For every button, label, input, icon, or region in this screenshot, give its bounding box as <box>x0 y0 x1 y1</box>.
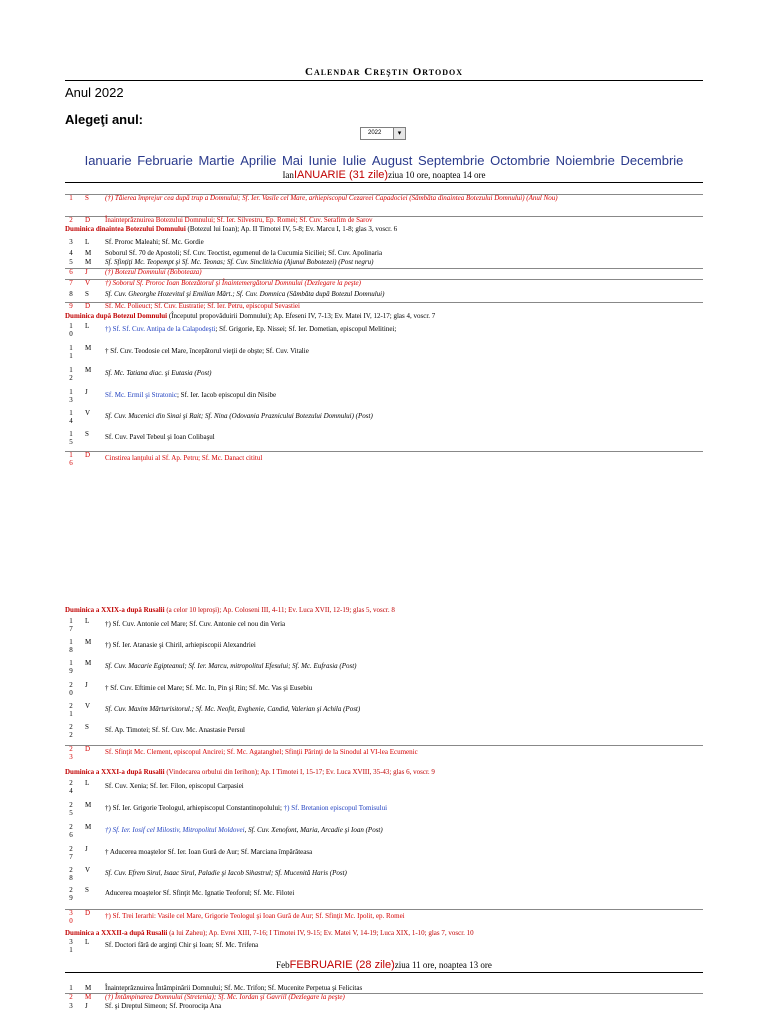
feast-primary: (†) Întâmpinarea Domnului (Stretenia); Sf. Mc. Iordan şi Gavriil (Dezlegare la peşte) <box>105 993 345 1001</box>
feast-text <box>105 412 703 420</box>
feast-text <box>105 848 703 856</box>
feast-primary: Sf. Cuv. Efrem Sirul, Isaac Sirul, Paladie şi Iacob Sihastrul; Sf. Mucenită Haris (Post) <box>105 869 347 877</box>
calendar-day-row <box>65 279 703 287</box>
day-of-week: D <box>85 451 91 459</box>
feast-primary: † Sf. Cuv. Eftimie cel Mare; Sf. Mc. In, Pin şi Rin; Sf. Mc. Vas şi Eusebiu <box>105 684 313 692</box>
day-number: 1 2 <box>69 366 73 382</box>
feast-text <box>105 249 703 257</box>
calendar-day-row <box>65 993 703 1001</box>
month-link[interactable]: August <box>371 153 413 168</box>
feast-primary: †) Sf. Cuv. Antonie cel Mare; Sf. Cuv. Antonie cel nou din Veria <box>105 620 286 628</box>
calendar-day-row <box>65 451 703 467</box>
sunday-title: Duminica a XXXI-a după Rusalii <box>65 768 165 776</box>
month-link[interactable]: Februarie <box>137 153 193 168</box>
feast-text <box>105 662 703 670</box>
month-header-february <box>65 959 703 973</box>
day-number: 1 <box>69 194 73 202</box>
day-of-week: D <box>85 302 91 310</box>
choose-year-label: Alegeţi anul: <box>65 112 144 127</box>
month-name: FEBRUARIE (28 zile) <box>289 959 395 971</box>
day-number: 6 <box>69 268 73 276</box>
day-number: 1 4 <box>69 409 73 425</box>
day-number: 3 <box>69 238 73 246</box>
day-number: 1 1 <box>69 344 73 360</box>
feast-text <box>105 279 703 287</box>
day-number: 1 7 <box>69 617 73 633</box>
month-daylight: ziua 10 ore, noaptea 14 ore <box>388 170 486 180</box>
month-link[interactable]: Decembrie <box>620 153 684 168</box>
year-select-value: 2022 <box>368 130 382 136</box>
feast-text <box>105 258 703 266</box>
feast-primary: † Aducerea moaştelor Sf. Ier. Ioan Gură de Aur; Sf. Marciana împărăteasa <box>105 848 313 856</box>
feast-primary: (†) Tăierea împrejur cea după trup a Domnului; Sf. Ier. Vasile cel Mare, arhiepiscopul Cezareei Capadociei (Sâmbăta dinaintea Botezului Domnului) (Anul Nou) <box>105 194 558 202</box>
feast-text <box>105 194 695 202</box>
feast-text <box>105 290 703 298</box>
sunday-title: Duminica dinaintea Botezului Domnului <box>65 225 186 233</box>
calendar-day-row <box>65 216 703 224</box>
day-of-week: D <box>85 909 91 917</box>
feast-text <box>105 325 703 333</box>
day-number: 2 0 <box>69 681 73 697</box>
feast-text <box>105 826 703 834</box>
feast-text <box>105 705 703 713</box>
feast-primary: Sf. Cuv. Xenia; Sf. Ier. Filon, episcopul Carpasiei <box>105 782 244 790</box>
feast-text <box>105 993 703 1001</box>
sunday-readings-text: (Botezul lui Ioan); Ap. II Timotei IV, 5-8; Ev. Marcu I, 1-8; glas 3, voscr. 6 <box>185 225 398 233</box>
day-number: 3 1 <box>69 938 73 954</box>
sunday-reading <box>65 225 703 233</box>
day-number: 1 3 <box>69 388 73 404</box>
day-of-week: M <box>85 344 92 352</box>
day-number: 1 8 <box>69 638 73 654</box>
page-title: Calendar Creştin Ortodox <box>65 66 703 81</box>
sunday-reading <box>65 606 703 614</box>
day-of-week: D <box>85 745 91 753</box>
month-link[interactable]: Ianuarie <box>84 153 132 168</box>
feast-text <box>105 941 703 949</box>
feast-text <box>105 804 703 812</box>
day-of-week: V <box>85 409 91 417</box>
day-of-week: L <box>85 238 90 246</box>
feast-primary: †) Sf. Trei Ierarhi: Vasile cel Mare, Grigorie Teologul şi Ioan Gură de Aur; Sf. Sfinţit Mc. Ipolit, ep. Romei <box>105 912 405 920</box>
feast-primary: Sf. Proroc Maleahi; Sf. Mc. Gordie <box>105 238 204 246</box>
day-of-week: M <box>85 984 92 992</box>
day-of-week: M <box>85 659 92 667</box>
feast-secondary: ; Sf. Ier. Iacob episcopul din Nisibe <box>176 391 277 399</box>
feast-text <box>105 268 703 276</box>
feast-primary: †) Sf. Ier. Iosif cel Milostiv, Mitropolitul Moldovei <box>105 826 245 834</box>
day-number: 3 <box>69 1002 73 1010</box>
sunday-title: Duminica a XXXII-a după Rusalii <box>65 929 168 937</box>
month-name: IANUARIE (31 zile) <box>293 169 389 181</box>
feast-secondary: ; Sf. Grigorie, Ep. Nissei; Sf. Ier. Dometian, episcopul Melitinei; <box>215 325 397 333</box>
day-number: 3 0 <box>69 909 73 925</box>
month-link[interactable]: Iunie <box>308 153 337 168</box>
sunday-readings-text: (a lui Zaheu); Ap. Evrei XIII, 7-16; I Timotei IV, 9-15; Ev. Matei V, 14-19; Luca XIX, 1-10; glas 7, voscr. 10 <box>167 929 474 937</box>
day-of-week: S <box>85 723 89 731</box>
feast-primary: Sf. Sfinţit Mc. Clement, episcopul Ancirei; Sf. Mc. Agatanghel; Sfinţii Părinţi de la Sinodul al VI-lea Ecumenic <box>105 748 418 756</box>
sunday-reading <box>65 312 703 320</box>
day-number: 2 4 <box>69 779 73 795</box>
feast-text <box>105 369 703 377</box>
day-number: 2 3 <box>69 745 73 761</box>
day-of-week: L <box>85 938 90 946</box>
feast-primary: Sf. Cuv. Mucenici din Sinai şi Rait; Sf. Nina (Odovania Praznicului Botezului Domnului) (Post) <box>105 412 373 420</box>
day-of-week: S <box>85 430 89 438</box>
feast-text <box>105 641 703 649</box>
day-of-week: M <box>85 993 92 1001</box>
sunday-reading <box>65 929 703 937</box>
feast-text <box>105 391 703 399</box>
feast-text <box>105 748 703 756</box>
month-link[interactable]: Septembrie <box>417 153 485 168</box>
month-links <box>65 153 703 168</box>
feast-primary: Cinstirea lanţului al Sf. Ap. Petru; Sf. Mc. Danact cititul <box>105 454 263 462</box>
day-of-week: J <box>85 845 88 853</box>
month-link[interactable]: Iulie <box>342 153 367 168</box>
sunday-readings-text: (a celor 10 leproşi); Ap. Coloseni III, 4-11; Ev. Luca XVII, 12-19; glas 5, voscr. 8 <box>164 606 395 614</box>
feast-primary: Sf. şi Dreptul Simeon; Sf. Proorociţa Ana <box>105 1002 222 1010</box>
day-number: 9 <box>69 302 73 310</box>
feast-primary: Sf. Cuv. Gheorghe Hozevitul şi Emilian Mărt.; Sf. Cuv. Domnica (Sâmbăta după Botezul Domnului) <box>105 290 385 298</box>
feast-primary: Soborul Sf. 70 de Apostoli; Sf. Cuv. Teoctist, egumenul de la Cucumia Siciliei; Sf. Cuv. Apolinaria <box>105 249 383 257</box>
feast-primary: Aducerea moaştelor Sf. Sfinţit Mc. Ignatie Teoforul; Sf. Mc. Filotei <box>105 889 295 897</box>
feast-primary: Sf. Cuv. Macarie Egipteanul; Sf. Ier. Marcu, mitropolitul Efesului; Sf. Mc. Eufrasia (Post) <box>105 662 357 670</box>
sunday-title: Duminica după Botezul Domnului <box>65 312 168 320</box>
day-of-week: V <box>85 866 91 874</box>
day-number: 2 9 <box>69 886 73 902</box>
feast-text <box>105 302 703 310</box>
day-number: 2 <box>69 216 73 224</box>
feast-primary: Sf. Mc. Tatiana diac. şi Eutasia (Post) <box>105 369 212 377</box>
sunday-readings-text: (Vindecarea orbului din Ierihon); Ap. I Timotei I, 15-17; Ev. Luca XVIII, 35-43; glas 6, voscr. 9 <box>164 768 435 776</box>
feast-text <box>105 782 703 790</box>
day-number: 2 2 <box>69 723 73 739</box>
month-link[interactable]: Martie <box>198 153 235 168</box>
feast-text <box>105 869 703 877</box>
feast-text <box>105 684 703 692</box>
calendar-day-row <box>65 302 703 310</box>
day-number: 2 <box>69 993 73 1001</box>
month-daylight: ziua 11 ore, noaptea 13 ore <box>394 960 492 970</box>
month-link[interactable]: Aprilie <box>240 153 277 168</box>
feast-text <box>105 347 703 355</box>
feast-primary: Sf. Mc. Ermil şi Stratonic <box>105 391 177 399</box>
day-of-week: J <box>85 268 88 276</box>
day-number: 1 5 <box>69 430 73 446</box>
feast-primary: Sf. Doctori fără de arginţi Chir şi Ioan; Sf. Mc. Trifena <box>105 941 259 949</box>
day-of-week: M <box>85 258 92 266</box>
feast-primary: (†) Botezul Domnului (Boboteaza) <box>105 268 202 276</box>
day-of-week: L <box>85 779 90 787</box>
day-of-week: M <box>85 823 92 831</box>
day-number: 1 6 <box>69 451 73 467</box>
sunday-title: Duminica a XXIX-a după Rusalii <box>65 606 165 614</box>
sunday-readings-text: (Începutul propovăduirii Domnului); Ap. Efeseni IV, 7-13; Ev. Matei IV, 12-17; glas 4, voscr. 7 <box>167 312 436 320</box>
feast-text <box>105 433 703 441</box>
feast-primary: †) Soborul Sf. Proroc Ioan Botezătorul şi Înaintemergătorul Domnului (Dezlegare la peşte) <box>105 279 361 287</box>
feast-text <box>105 726 703 734</box>
sunday-reading <box>65 768 703 776</box>
day-of-week: L <box>85 617 90 625</box>
calendar-day-row <box>65 909 703 925</box>
feast-primary: Înainteprăznuirea Întâmpinării Domnului; Sf. Mc. Trifon; Sf. Mucenite Perpetua şi Felicitas <box>105 984 363 992</box>
day-of-week: V <box>85 279 91 287</box>
day-of-week: S <box>85 290 89 298</box>
month-header-january <box>65 169 703 183</box>
month-link[interactable]: Noiembrie <box>555 153 615 168</box>
calendar-day-row <box>65 268 703 276</box>
year-label: Anul 2022 <box>65 85 124 100</box>
feast-text <box>105 238 703 246</box>
day-number: 1 0 <box>69 322 73 338</box>
day-number: 5 <box>69 258 73 266</box>
chevron-down-icon[interactable]: ▾ <box>393 128 405 139</box>
feast-text <box>105 216 703 224</box>
day-of-week: M <box>85 801 92 809</box>
month-prefix: Feb <box>276 960 290 970</box>
feast-primary: Sf. Cuv. Maxim Mărturisitorul.; Sf. Mc. Neofit, Evghenie, Candid, Valerian şi Achila (Post) <box>105 705 361 713</box>
day-of-week: L <box>85 322 90 330</box>
feast-primary: †) Sf. Ier. Atanasie şi Chiril, arhiepiscopii Alexandriei <box>105 641 256 649</box>
day-number: 2 7 <box>69 845 73 861</box>
calendar-day-row <box>65 745 703 761</box>
day-of-week: S <box>85 194 89 202</box>
feast-primary: † Sf. Cuv. Teodosie cel Mare, începătorul vieţii de obşte; Sf. Cuv. Vitalie <box>105 347 309 355</box>
feast-primary: †) Sf. Ier. Grigorie Teologul, arhiepiscopul Constantinopolului; <box>105 804 284 812</box>
day-number: 8 <box>69 290 73 298</box>
calendar-day-row <box>65 194 703 202</box>
feast-text <box>105 912 703 920</box>
feast-text <box>105 620 703 628</box>
feast-text <box>105 454 703 462</box>
day-number: 4 <box>69 249 73 257</box>
day-of-week: M <box>85 638 92 646</box>
feast-primary: Sf. Cuv. Pavel Tebeul şi Ioan Colibaşul <box>105 433 215 441</box>
year-select[interactable] <box>360 127 406 140</box>
day-number: 2 6 <box>69 823 73 839</box>
month-prefix: Ian <box>282 170 294 180</box>
day-of-week: M <box>85 366 92 374</box>
day-number: 7 <box>69 279 73 287</box>
day-number: 2 8 <box>69 866 73 882</box>
day-number: 1 9 <box>69 659 73 675</box>
day-of-week: J <box>85 388 88 396</box>
day-of-week: J <box>85 1002 88 1010</box>
feast-primary: Sf. Sfinţiţi Mc. Teopempt şi Sf. Mc. Teonas; Sf. Cuv. Sinclitichia (Ajunul Bobotezei) (Post negru) <box>105 258 374 266</box>
day-number: 1 <box>69 984 73 992</box>
month-link[interactable]: Octombrie <box>490 153 551 168</box>
feast-secondary: , Sf. Cuv. Xenofont, Maria, Arcadie şi Ioan (Post) <box>244 826 383 834</box>
feast-text <box>105 1002 703 1010</box>
feast-primary: Înainteprăznuirea Botezului Domnului; Sf. Ier. Silvestru, Ep. Romei; Sf. Cuv. Serafim de Sarov <box>105 216 373 224</box>
day-number: 2 1 <box>69 702 73 718</box>
day-of-week: V <box>85 702 91 710</box>
day-of-week: J <box>85 681 88 689</box>
feast-text <box>105 889 703 897</box>
day-of-week: D <box>85 216 91 224</box>
feast-primary: Sf. Ap. Timotei; Sf. Sf. Cuv. Mc. Anastasie Persul <box>105 726 245 734</box>
feast-primary: Sf. Mc. Polieuct; Sf. Cuv. Eustratie; Sf. Ier. Petru, episcopul Sevastiei <box>105 302 300 310</box>
feast-text <box>105 984 703 992</box>
feast-primary: †) Sf. Sf. Cuv. Antipa de la Calapodeşti <box>105 325 216 333</box>
day-of-week: M <box>85 249 92 257</box>
month-link[interactable]: Mai <box>281 153 303 168</box>
day-number: 2 5 <box>69 801 73 817</box>
day-of-week: S <box>85 886 89 894</box>
feast-secondary: †) Sf. Bretanion episcopul Tomisului <box>283 804 388 812</box>
